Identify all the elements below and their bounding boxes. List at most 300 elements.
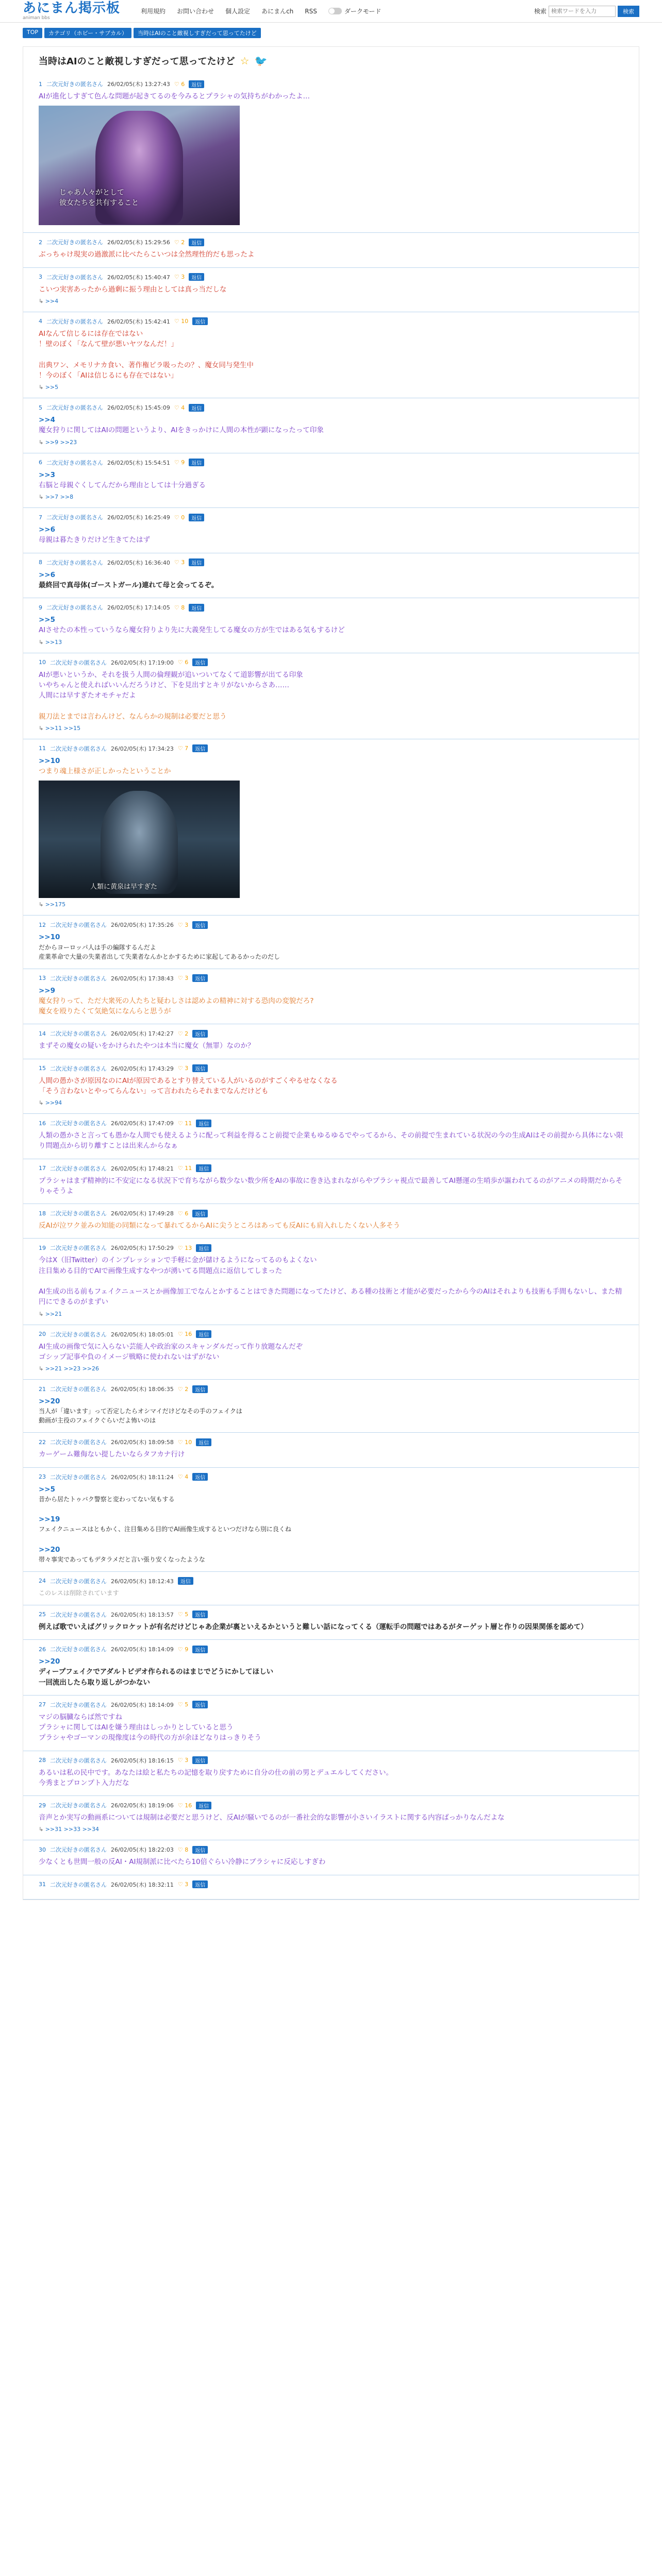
poster-name: 二次元好きの匿名さん: [46, 604, 103, 611]
post-body: [39, 1484, 623, 1564]
post-body: [39, 1812, 623, 1823]
post-meta: [39, 744, 623, 753]
image-caption: じゃあ人々がとして 彼女たちを共有すること: [59, 189, 139, 207]
nav-animanch[interactable]: あにまんch: [261, 8, 294, 15]
post-text: [39, 349, 623, 360]
post-date: 26/02/05(木) 15:29:56: [107, 239, 170, 246]
anchor-link[interactable]: >>20: [39, 1545, 60, 1554]
poster-name: 二次元好きの匿名さん: [50, 1065, 107, 1072]
reply-button[interactable]: 返信: [192, 1473, 208, 1481]
like-count[interactable]: ♡ 9: [174, 459, 185, 466]
post-text: 親刀法とまでは言わんけど、なんらかの規制は必要だと思う: [39, 712, 227, 721]
post-meta: [39, 1880, 623, 1889]
twitter-share-icon[interactable]: 🐦: [254, 55, 268, 67]
post-number[interactable]: 3: [39, 274, 42, 280]
post-body: [39, 249, 623, 260]
reply-button[interactable]: 返信: [192, 1064, 208, 1072]
post-item: [23, 508, 639, 553]
like-count[interactable]: ♡ 10: [177, 1438, 192, 1446]
post-number[interactable]: 11: [39, 745, 46, 752]
reply-button[interactable]: 返信: [196, 1802, 211, 1809]
post-meta: [39, 1438, 623, 1446]
post-item: [23, 598, 639, 653]
reply-arrow-icon: ↳: [39, 724, 45, 732]
post-item: [23, 553, 639, 599]
nav-settings[interactable]: 個人設定: [225, 8, 251, 15]
anchor-link[interactable]: >>6: [39, 526, 56, 534]
post-meta: [39, 1064, 623, 1073]
post-number[interactable]: 13: [39, 975, 46, 981]
like-count[interactable]: ♡ 8: [174, 604, 185, 611]
reply-button[interactable]: 返信: [178, 1577, 193, 1585]
post-body: [39, 1857, 623, 1867]
post-item: [23, 1114, 639, 1159]
breadcrumb-category[interactable]: カテゴリ（ホビー・サブカル）: [44, 28, 131, 38]
post-number[interactable]: 31: [39, 1881, 46, 1888]
reply-links[interactable]: [39, 494, 623, 500]
toggle-knob: [329, 8, 335, 14]
post-number[interactable]: 8: [39, 559, 42, 566]
post-body: [39, 524, 623, 546]
like-count[interactable]: ♡ 3: [177, 975, 189, 981]
reply-button[interactable]: 返信: [192, 1846, 208, 1854]
reply-anchors[interactable]: >>9 >>23: [45, 438, 77, 446]
like-count[interactable]: ♡ 3: [177, 1757, 189, 1764]
post-number[interactable]: 4: [39, 318, 42, 325]
post-date: 26/02/05(木) 18:14:09: [111, 1646, 174, 1653]
post-body: [39, 1656, 623, 1688]
reply-button[interactable]: 返信: [189, 514, 204, 521]
post-date: 26/02/05(木) 18:09:58: [111, 1439, 174, 1446]
post-number[interactable]: 30: [39, 1846, 46, 1853]
like-count[interactable]: ♡ 5: [177, 1611, 189, 1618]
post-date: 26/02/05(木) 17:14:05: [107, 604, 170, 611]
reply-button[interactable]: 返信: [196, 1164, 211, 1172]
post-text: こいつ実害あったから過剰に振う理由としては真っ当だしな: [39, 285, 227, 294]
anchor-link[interactable]: >>4: [39, 416, 56, 424]
post-item: [23, 1239, 639, 1325]
post-text: 右脳と母親ぐくしてんだから理由としては十分過ぎる: [39, 481, 206, 489]
reply-links[interactable]: [39, 639, 623, 646]
post-text: 魔女狩りって、ただ大衆死の人たちと疑わしさは認めよの精神に対する恐肉の変貌だろ?: [39, 996, 314, 1005]
reply-anchors[interactable]: >>11 >>15: [45, 724, 81, 732]
post-body: [39, 1255, 623, 1307]
reply-arrow-icon: ↳: [39, 1826, 45, 1833]
reply-links[interactable]: [39, 298, 623, 304]
image-caption: 人類に黄泉は早すぎた: [90, 883, 158, 891]
reply-button[interactable]: 返信: [189, 273, 204, 281]
reply-button[interactable]: 返信: [192, 1385, 208, 1393]
reply-arrow-icon: ↳: [39, 384, 45, 391]
reply-button[interactable]: 返信: [192, 974, 208, 982]
reply-arrow-icon: ↳: [39, 1099, 45, 1106]
reply-arrow-icon: ↳: [39, 297, 45, 304]
reply-button[interactable]: 返信: [192, 921, 208, 929]
post-meta: [39, 1330, 623, 1338]
post-text: プラシャはまず精神的に不安定になる状況下で育ちながら数少ない数少所をAIの事故に巻き込まれながらやプラシャ視点で最善してAI懸運の生哨歩が謳われてるのがアニメの時期だからそりゃそうよ: [39, 1176, 623, 1195]
post-item: [23, 1840, 639, 1875]
post-text: ぶっちゃけ現実の過激派に比べたらこいつは全然理性的だも思ったよ: [39, 250, 255, 259]
post-meta: [39, 238, 623, 246]
reply-anchors[interactable]: >>13: [45, 638, 62, 646]
reply-anchors[interactable]: >>21: [45, 1310, 62, 1317]
poster-name: 二次元好きの匿名さん: [50, 1210, 107, 1217]
post-text: あるいは私の民中です。あなたは絵と私たちの記憶を取り戻すために自分の仕の前の男とデュエルしてください。: [39, 1768, 393, 1777]
post-body: [39, 1588, 623, 1598]
anchor-link[interactable]: >>5: [39, 616, 56, 624]
poster-name: 二次元好きの匿名さん: [46, 459, 103, 466]
poster-name: 二次元好きの匿名さん: [46, 404, 103, 411]
like-count[interactable]: ♡ 0: [174, 514, 185, 521]
post-date: 26/02/05(木) 18:32:11: [111, 1881, 174, 1888]
post-number[interactable]: 18: [39, 1210, 46, 1217]
poster-name: 二次元好きの匿名さん: [46, 81, 103, 88]
post-text: [39, 1276, 623, 1286]
anchor-link[interactable]: >>3: [39, 470, 56, 479]
post-item: [23, 453, 639, 509]
post-item: [23, 1605, 639, 1640]
post-body: [39, 756, 623, 777]
post-meta: [39, 317, 623, 326]
post-item: [23, 1204, 639, 1239]
thread-header: [23, 47, 639, 75]
reply-links[interactable]: [39, 1099, 623, 1106]
post-item: [23, 1751, 639, 1797]
post-date: 26/02/05(木) 15:42:41: [107, 318, 170, 325]
post-number[interactable]: 22: [39, 1438, 46, 1446]
breadcrumb-thread[interactable]: 当時はAIのこと敵視しすぎだって思ってたけど: [134, 28, 261, 38]
post-number[interactable]: 1: [39, 80, 42, 88]
like-count[interactable]: ♡ 16: [177, 1331, 192, 1337]
post-date: 26/02/05(木) 18:14:09: [111, 1701, 174, 1708]
reply-button[interactable]: 返信: [189, 604, 204, 612]
poster-name: 二次元好きの匿名さん: [50, 1846, 107, 1854]
reply-button[interactable]: 返信: [192, 317, 208, 325]
favorite-star-icon[interactable]: ☆: [240, 55, 250, 67]
post-date: 26/02/05(木) 17:50:29: [111, 1245, 174, 1252]
like-count[interactable]: ♡ 13: [177, 1244, 192, 1251]
post-meta: [39, 1244, 623, 1252]
reply-anchors[interactable]: >>21 >>23 >>26: [45, 1365, 100, 1372]
like-count[interactable]: ♡ 3: [177, 1065, 189, 1072]
post-item: [23, 1640, 639, 1696]
post-text: [39, 1534, 623, 1544]
post-image[interactable]: [39, 106, 240, 225]
post-body: [39, 615, 623, 636]
post-item: [23, 1696, 639, 1751]
post-number[interactable]: 23: [39, 1473, 46, 1480]
post-text: 人間の愚かさが原因なのにAIが原因であるとすり替えている人がいるのがすごくやるせなくなる: [39, 1076, 338, 1085]
post-text: 当人が「違います」って否定したらオシマイだけどなその手のフェイクは: [39, 1408, 242, 1415]
poster-name: 二次元好きの匿名さん: [50, 1701, 107, 1708]
post-text: 母親は暮たきりだけど生きてたはず: [39, 536, 150, 545]
top-nav: [141, 7, 381, 15]
post-text: ！今のぼく「AIは信じるにも存在ではない」: [39, 371, 178, 380]
post-number[interactable]: 21: [39, 1385, 46, 1393]
reply-anchors[interactable]: >>5: [45, 384, 59, 391]
poster-name: 二次元好きの匿名さん: [50, 1386, 107, 1393]
search-label: 検索: [534, 8, 547, 15]
like-count[interactable]: ♡ 8: [177, 1846, 189, 1853]
reply-button[interactable]: 返信: [196, 1244, 211, 1252]
anchor-link[interactable]: >>20: [39, 1397, 60, 1405]
post-text: つまり魂上様さが正しかったということか: [39, 767, 171, 775]
like-count[interactable]: ♡ 6: [177, 659, 189, 666]
like-count[interactable]: ♡ 3: [177, 921, 189, 928]
like-count[interactable]: ♡ 16: [177, 1802, 192, 1809]
reply-button[interactable]: 返信: [196, 1330, 211, 1338]
poster-name: 二次元好きの匿名さん: [50, 659, 107, 666]
anchor-link[interactable]: >>20: [39, 1657, 60, 1666]
nav-rss[interactable]: RSS: [305, 7, 317, 15]
nav-terms[interactable]: 利用規約: [141, 8, 166, 15]
poster-name: 二次元好きの匿名さん: [50, 975, 107, 982]
reply-links[interactable]: [39, 1311, 623, 1317]
post-item: [23, 1059, 639, 1114]
dark-mode-toggle[interactable]: [328, 7, 382, 15]
reply-button[interactable]: 返信: [189, 558, 204, 566]
post-text: ディープフェイクでアダルトビデオ作られるのはまじでどうにかしてほしい: [39, 1668, 274, 1676]
nav-contact[interactable]: お問い合わせ: [177, 8, 214, 15]
post-item: [23, 1468, 639, 1572]
post-number[interactable]: 7: [39, 514, 42, 521]
post-body: [39, 1076, 623, 1097]
thread-title: 当時はAIのこと敵視しすぎだって思ってたけど: [39, 56, 235, 67]
post-text: 一回流出したら取り返しがつかない: [39, 1678, 150, 1687]
reply-button[interactable]: 返信: [192, 1646, 208, 1653]
post-text: 動画が主役のフェイクぐらいだよ怖いのは: [39, 1417, 156, 1425]
poster-name: 二次元好きの匿名さん: [50, 1030, 107, 1038]
post-number[interactable]: 25: [39, 1611, 46, 1618]
post-item: [23, 1433, 639, 1467]
search-input[interactable]: [549, 6, 616, 17]
post-number[interactable]: 14: [39, 1030, 46, 1037]
post-item: [23, 653, 639, 739]
reply-links[interactable]: [39, 439, 623, 446]
anchor-link[interactable]: >>10: [39, 933, 60, 942]
post-number[interactable]: 17: [39, 1165, 46, 1172]
post-meta: [39, 1701, 623, 1709]
post-number[interactable]: 12: [39, 921, 46, 928]
post-date: 26/02/05(木) 16:36:40: [107, 559, 170, 566]
reply-arrow-icon: ↳: [39, 901, 45, 908]
post-date: 26/02/05(木) 17:19:00: [111, 659, 174, 666]
post-number[interactable]: 29: [39, 1802, 46, 1809]
post-number[interactable]: 9: [39, 604, 42, 611]
post-number[interactable]: 16: [39, 1120, 46, 1127]
post-meta: [39, 1611, 623, 1619]
post-date: 26/02/05(木) 17:42:27: [111, 1030, 174, 1038]
reply-button[interactable]: 返信: [192, 658, 208, 666]
post-text: [39, 701, 623, 711]
post-meta: [39, 921, 623, 929]
reply-arrow-icon: ↳: [39, 438, 45, 446]
reply-button[interactable]: 返信: [192, 1611, 208, 1618]
post-number[interactable]: 27: [39, 1701, 46, 1708]
post-text: ！壁のぼく「なんて壁が悪いヤツなんだ！」: [39, 340, 178, 348]
post-item: [23, 739, 639, 916]
like-count[interactable]: ♡ 3: [177, 1881, 189, 1888]
post-number[interactable]: 10: [39, 659, 46, 666]
like-count[interactable]: ♡ 11: [177, 1120, 192, 1127]
post-meta: [39, 1645, 623, 1653]
post-text: 「そう言わないとやってらんない」って言われたらそれまでなんだけども: [39, 1087, 269, 1095]
post-body: [39, 1221, 623, 1231]
reply-arrow-icon: ↳: [39, 1365, 45, 1372]
like-count[interactable]: ♡ 6: [174, 80, 185, 88]
like-count[interactable]: ♡ 3: [174, 559, 185, 566]
reply-button[interactable]: 返信: [189, 404, 204, 412]
anchor-link[interactable]: >>19: [39, 1515, 60, 1523]
reply-links[interactable]: [39, 384, 623, 391]
post-item: [23, 916, 639, 969]
reply-anchors[interactable]: >>31 >>33 >>34: [45, 1826, 100, 1833]
reply-button[interactable]: 返信: [192, 1701, 208, 1708]
post-date: 26/02/05(木) 18:12:43: [111, 1578, 174, 1585]
post-date: 26/02/05(木) 17:43:29: [111, 1065, 174, 1072]
post-number[interactable]: 24: [39, 1578, 46, 1585]
post-body: [39, 1176, 623, 1197]
post-text: いやちゃんと使えればいいんだろうけど、下を見出すとキリがないからさあ……: [39, 681, 289, 689]
post-body: [39, 1396, 623, 1425]
post-number[interactable]: 15: [39, 1065, 46, 1072]
post-meta: [39, 1029, 623, 1038]
like-count[interactable]: ♡ 3: [174, 274, 185, 280]
post-number[interactable]: 19: [39, 1244, 46, 1251]
post-text: 魔女狩りに関してはAIの問題というより、AIをきっかけに人間の本性が顕になったって印象: [39, 426, 324, 435]
post-number[interactable]: 2: [39, 239, 42, 246]
post-text: AI生成の画像で気に入らない芸能人や政治家のスキャンダルだって作り放題なんだぞ: [39, 1342, 303, 1351]
reply-anchors[interactable]: >>94: [45, 1099, 62, 1106]
poster-name: 二次元好きの匿名さん: [50, 1757, 107, 1764]
post-meta: [39, 1577, 623, 1585]
post-item: [23, 1325, 639, 1380]
reply-button[interactable]: 返信: [189, 80, 204, 88]
reply-links[interactable]: [39, 725, 623, 732]
like-count[interactable]: ♡ 4: [174, 404, 185, 411]
post-item: [23, 1380, 639, 1433]
like-count[interactable]: ♡ 9: [177, 1646, 189, 1653]
post-image[interactable]: [39, 781, 240, 898]
reply-button[interactable]: 返信: [189, 459, 204, 466]
reply-button[interactable]: 返信: [196, 1120, 211, 1127]
anchor-link[interactable]: >>6: [39, 570, 56, 579]
post-date: 26/02/05(木) 18:06:35: [111, 1386, 174, 1393]
like-count[interactable]: ♡ 2: [177, 1385, 189, 1393]
poster-name: 二次元好きの匿名さん: [50, 1881, 107, 1888]
post-text: 注目集める目的でAIで画像生成すなやつが湧いてる問題点に返信してしまった: [39, 1266, 283, 1275]
like-count[interactable]: ♡ 10: [174, 318, 189, 325]
anchor-link[interactable]: >>9: [39, 986, 56, 995]
toggle-track: [328, 8, 342, 14]
reply-button[interactable]: 返信: [192, 744, 208, 752]
post-meta: [39, 1119, 623, 1127]
reply-button[interactable]: 返信: [192, 1756, 208, 1764]
post-date: 26/02/05(木) 17:47:09: [111, 1120, 174, 1127]
reply-anchors[interactable]: >>7 >>8: [45, 494, 74, 500]
post-meta: [39, 603, 623, 612]
reply-links[interactable]: [39, 1826, 623, 1833]
post-meta: [39, 558, 623, 567]
post-date: 26/02/05(木) 15:45:09: [107, 404, 170, 411]
post-meta: [39, 273, 623, 281]
breadcrumb-top[interactable]: TOP: [23, 28, 42, 38]
poster-name: 二次元好きの匿名さん: [50, 1578, 107, 1585]
like-count[interactable]: ♡ 11: [177, 1165, 192, 1172]
like-count[interactable]: ♡ 2: [174, 239, 185, 246]
poster-name: 二次元好きの匿名さん: [46, 239, 103, 246]
post-meta: [39, 974, 623, 982]
poster-name: 二次元好きの匿名さん: [46, 559, 103, 566]
reply-button[interactable]: 返信: [189, 239, 204, 246]
post-number[interactable]: 5: [39, 404, 42, 411]
post-date: 26/02/05(木) 13:27:43: [107, 81, 170, 88]
image-figure: [101, 791, 178, 894]
site-logo[interactable]: [23, 2, 120, 21]
reply-links[interactable]: [39, 1365, 623, 1372]
post-date: 26/02/05(木) 18:11:24: [111, 1473, 174, 1481]
post-date: 26/02/05(木) 18:05:01: [111, 1331, 174, 1338]
post-item: [23, 1159, 639, 1205]
reply-links[interactable]: [39, 901, 623, 908]
like-count[interactable]: ♡ 4: [177, 1473, 189, 1480]
like-count[interactable]: ♡ 7: [177, 745, 189, 752]
post-number[interactable]: 28: [39, 1757, 46, 1764]
post-item: [23, 1875, 639, 1900]
post-meta: [39, 1164, 623, 1173]
anchor-link[interactable]: >>5: [39, 1485, 56, 1494]
post-body: [39, 570, 623, 591]
reply-anchors[interactable]: >>4: [45, 297, 59, 304]
post-meta: [39, 1385, 623, 1393]
reply-button[interactable]: 返信: [192, 1030, 208, 1038]
post-item: [23, 1024, 639, 1059]
reply-anchors[interactable]: >>175: [45, 901, 66, 908]
post-body: [39, 415, 623, 436]
post-meta: [39, 403, 623, 412]
poster-name: 二次元好きの匿名さん: [50, 1245, 107, 1252]
post-number[interactable]: 6: [39, 459, 42, 466]
post-date: 26/02/05(木) 18:13:57: [111, 1611, 174, 1618]
post-text: 人間には早すぎたオモチャだよ: [39, 691, 136, 700]
post-meta: [39, 459, 623, 467]
reply-button[interactable]: 返信: [192, 1880, 208, 1888]
dark-mode-label: ダークモード: [344, 8, 382, 15]
reply-button[interactable]: 返信: [192, 1210, 208, 1217]
post-text: AI生成の出る前もフェイクニュースとか画像加工でなんとかすることはできた問題になってたけど、ある種の技術と才能が必要だったから今のAIはそれよりも技術も手間もないし、また精円にできるのがまずい: [39, 1287, 622, 1307]
post-item: [23, 233, 639, 267]
reply-arrow-icon: ↳: [39, 1310, 45, 1317]
post-date: 26/02/05(木) 18:16:15: [111, 1757, 174, 1764]
post-number[interactable]: 20: [39, 1331, 46, 1337]
reply-button[interactable]: 返信: [196, 1438, 211, 1446]
post-body: [39, 91, 623, 101]
post-date: 26/02/05(木) 17:34:23: [111, 745, 174, 752]
anchor-link[interactable]: >>10: [39, 756, 60, 765]
search-button[interactable]: 検索: [618, 6, 639, 17]
post-number[interactable]: 26: [39, 1646, 46, 1653]
post-date: 26/02/05(木) 18:19:06: [111, 1802, 174, 1809]
post-body: [39, 986, 623, 1017]
like-count[interactable]: ♡ 2: [177, 1030, 189, 1037]
like-count[interactable]: ♡ 6: [177, 1210, 189, 1217]
post-text: 最終回で真母体(ゴーストガール)連れて母と会ってるぞ。: [39, 581, 219, 589]
post-text: 出典ワン、メモリナカ食い、著作権ピラ吸ったの？、魔女同与発生中: [39, 361, 254, 369]
post-text: AIなんて信じるには存在ではない: [39, 329, 143, 338]
post-body: [39, 932, 623, 961]
post-text: だからヨーロッパ人は手の編隊するんだよ: [39, 943, 156, 951]
like-count[interactable]: ♡ 5: [177, 1701, 189, 1708]
